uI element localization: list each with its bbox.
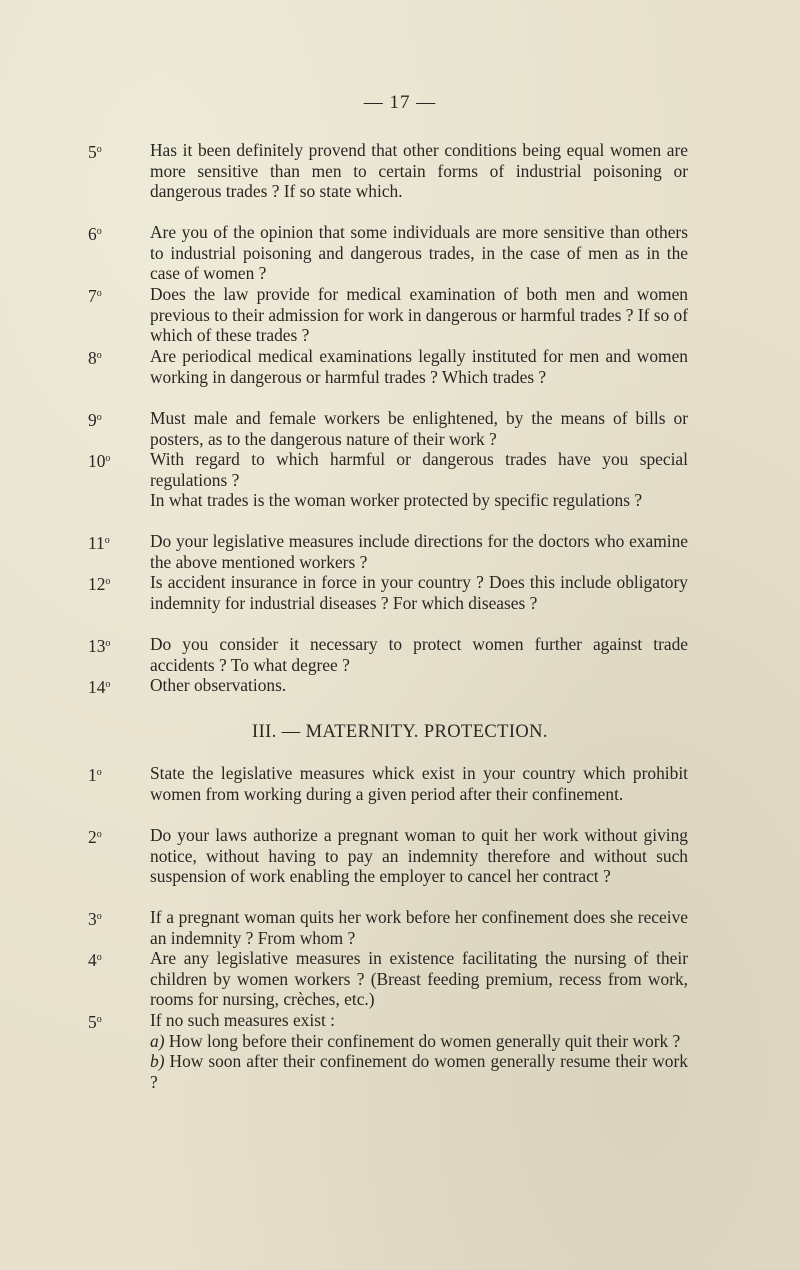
page-number: — 17 — [363, 92, 437, 113]
list-item [88, 284, 688, 346]
item-text: Are you of the opinion that some individuals are more sensitive than others to industrial poisoning and dangerous trades, in the case of men as in the case of women ? [150, 222, 688, 283]
section-two-questions [88, 140, 688, 696]
item-text: Do your legislative measures include directions for the doctors who examine the above mentioned workers ? [150, 531, 688, 572]
list-item [88, 1010, 688, 1113]
item-text: If no such measures exist : [150, 1010, 335, 1030]
item-text: Has it been definitely provend that other conditions being equal women are more sensitive than men to certain forms of industrial poisoning or dangerous trades ? If so state which. [150, 140, 688, 201]
section-three-questions [88, 763, 688, 1113]
sub-item-letter: b) [150, 1051, 165, 1071]
list-item [88, 572, 688, 634]
item-text: Do you consider it necessary to protect women further against trade accidents ? To what degree ? [150, 634, 688, 675]
list-item [88, 948, 688, 1010]
list-item [88, 222, 688, 284]
item-number: 7$^o$ [88, 286, 102, 306]
list-item [88, 907, 688, 948]
item-text: Is accident insurance in force in your country ? Does this include obligatory indemnity for industrial diseases ? For which diseases ? [150, 572, 688, 613]
item-number: 1$^o$ [88, 765, 102, 785]
item-text-continued: In what trades is the woman worker protected by specific regulations ? [150, 490, 643, 510]
item-number: 9$^o$ [88, 410, 102, 430]
list-item [88, 140, 688, 222]
list-item [88, 449, 688, 531]
item-number: 14$^o$ [88, 677, 111, 697]
item-number: 4$^o$ [88, 950, 102, 970]
item-text: If a pregnant woman quits her work before her confinement does she receive an indemnity ? From whom ? [150, 907, 688, 948]
item-text: Are any legislative measures in existence facilitating the nursing of their children by women workers ? (Breast feeding premium, recess from work, rooms for nursing, crèches, etc.) [150, 948, 688, 1009]
sub-item-a: a) How long before their confinement do women generally quit their work ? [150, 1030, 681, 1051]
list-item [88, 675, 688, 696]
item-number: 8$^o$ [88, 348, 102, 368]
item-text: With regard to which harmful or dangerous trades have you special regulations ? [150, 449, 688, 490]
item-text: Other observations. [150, 675, 287, 695]
item-number: 5$^o$ [88, 1012, 102, 1032]
item-text: Does the law provide for medical examination of both men and women previous to their admission for work in dangerous or harmful trades ? If so of which of these trades ? [150, 284, 689, 345]
sub-item-letter: a) [150, 1030, 165, 1051]
item-number: 6$^o$ [88, 224, 102, 244]
item-number: 5$^o$ [88, 142, 102, 162]
list-item [88, 763, 688, 825]
item-text: Are periodical medical examinations legally instituted for men and women working in dangerous or harmful trades ? Which trades ? [150, 346, 688, 387]
item-number: 13$^o$ [88, 636, 111, 656]
item-number: 10$^o$ [88, 451, 111, 471]
sub-item-b: b) How soon after their confinement do women generally resume their work ? [150, 1051, 688, 1092]
item-number: 2$^o$ [88, 827, 102, 847]
list-item [88, 825, 688, 907]
list-item [88, 531, 688, 572]
item-text: State the legislative measures whick exist in your country which prohibit women from working during a given period after their confinement. [150, 763, 688, 804]
item-number: 11$^o$ [88, 533, 110, 553]
item-text: Must male and female workers be enlightened, by the means of bills or posters, as to the dangerous nature of their work ? [150, 408, 688, 449]
item-number: 3$^o$ [88, 909, 102, 929]
list-item [88, 346, 688, 408]
item-number: 12$^o$ [88, 574, 111, 594]
list-item [88, 634, 688, 675]
item-text: Do your laws authorize a pregnant woman to quit her work without giving notice, without having to pay an indemnity therefore and without such suspension of work enabling the employer to cancel her contract ? [150, 825, 688, 886]
section-heading: III. — MATERNITY. PROTECTION. [252, 722, 548, 742]
list-item [88, 408, 688, 449]
